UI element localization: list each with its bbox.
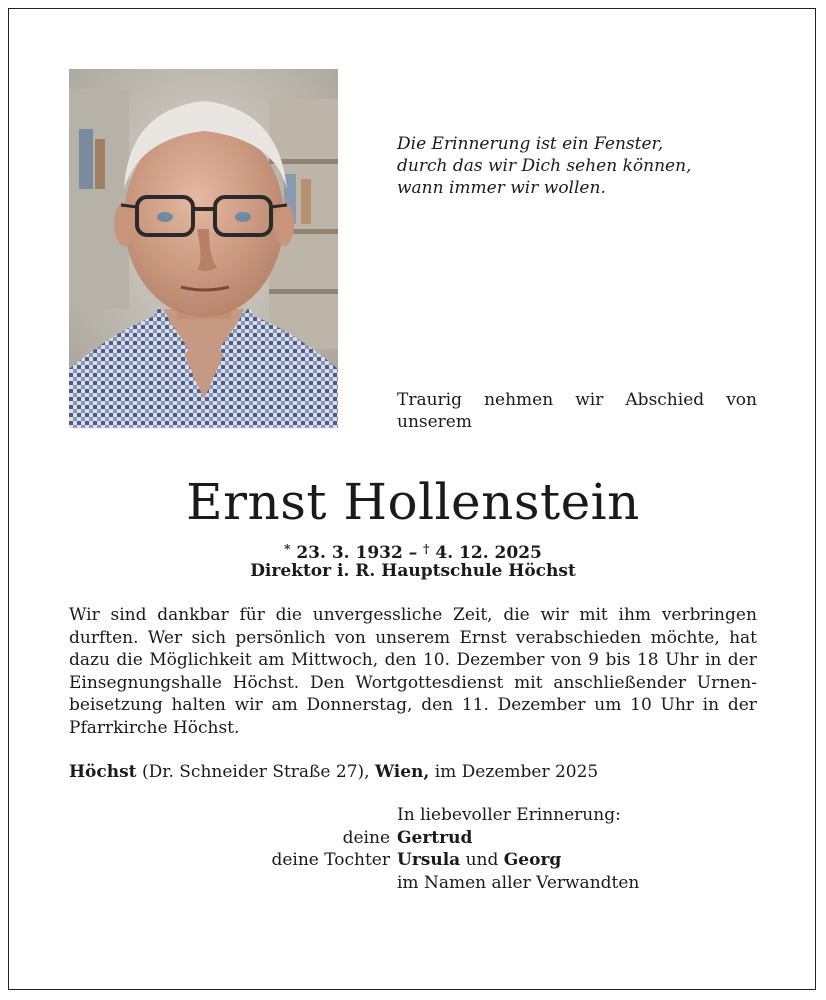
text-word: verabschieden bbox=[515, 627, 642, 648]
text-word: Einsegnungshalle bbox=[69, 672, 222, 693]
text-word: am bbox=[258, 650, 285, 670]
text-word: dankbar bbox=[157, 605, 229, 625]
mourner-name: Georg bbox=[503, 850, 562, 870]
intro-word: Abschied bbox=[625, 390, 705, 410]
text-line bbox=[69, 672, 757, 695]
text-word: wir bbox=[234, 695, 263, 715]
text-word: Uhr bbox=[660, 695, 694, 715]
text-word: 9 bbox=[588, 650, 599, 670]
relation-label: deine Tochter bbox=[271, 850, 390, 870]
text-word: Wir bbox=[69, 605, 100, 625]
text-word: halten bbox=[171, 695, 226, 715]
text-word: von bbox=[335, 627, 366, 648]
text-word: 10 bbox=[630, 695, 652, 715]
intro-word: Traurig bbox=[397, 390, 462, 410]
deceased-title: Direktor i. R. Hauptschule Höchst bbox=[250, 561, 576, 581]
memorial-quote bbox=[397, 133, 777, 199]
text-word: um bbox=[594, 695, 622, 715]
text-word: Donnerstag, bbox=[306, 695, 413, 715]
text-word: möchte, bbox=[650, 627, 720, 648]
text-word: der bbox=[727, 695, 757, 715]
text-word: die bbox=[116, 650, 143, 670]
mourner-name: Gertrud bbox=[397, 827, 473, 848]
text-word: mit bbox=[514, 672, 543, 693]
farewell-intro bbox=[397, 389, 757, 433]
intro-word: wir bbox=[575, 390, 604, 410]
place-address: (Dr. Schneider Straße 27), bbox=[136, 762, 375, 782]
text-word: 10. bbox=[422, 650, 451, 670]
signature-closing: im Namen aller Verwandten bbox=[397, 872, 640, 893]
text-word: in bbox=[702, 695, 720, 715]
text-line bbox=[69, 694, 757, 717]
text-word: unvergessliche bbox=[312, 605, 443, 625]
text-word: die bbox=[503, 605, 530, 625]
place-date-line bbox=[69, 761, 598, 783]
text-word: Wer bbox=[147, 627, 183, 648]
text-word: die bbox=[275, 605, 302, 625]
text-line bbox=[69, 604, 757, 627]
text-word: ihm bbox=[618, 605, 652, 625]
text-word: am bbox=[271, 695, 298, 715]
place-date: im Dezember 2025 bbox=[429, 762, 599, 782]
text-word: Zeit, bbox=[453, 605, 493, 625]
text-word: der bbox=[727, 650, 757, 670]
signature-block bbox=[0, 804, 826, 894]
mourner-name: Ursula bbox=[397, 850, 461, 870]
text-word: durften. bbox=[69, 627, 139, 648]
text-word: sich bbox=[191, 627, 227, 648]
death-symbol: † bbox=[423, 542, 430, 556]
text-line bbox=[69, 649, 757, 672]
text-word: 11. bbox=[461, 695, 489, 715]
text-word: Möglichkeit bbox=[149, 650, 252, 670]
text-word: anschließender bbox=[553, 672, 686, 693]
text-word: bis bbox=[605, 650, 631, 670]
text-word: unserem bbox=[375, 627, 451, 648]
text-word: den bbox=[384, 650, 417, 670]
text-word: wir bbox=[540, 605, 569, 625]
deceased-name: Ernst Hollenstein bbox=[186, 473, 640, 531]
text-word: Pfarrkirche Höchst. bbox=[69, 717, 240, 738]
text-word: den bbox=[421, 695, 454, 715]
signature-heading: In liebevoller Erinnerung: bbox=[397, 805, 621, 825]
text-line bbox=[69, 717, 757, 740]
text-word: verbringen bbox=[661, 605, 757, 625]
text-word: Urnen- bbox=[696, 672, 757, 693]
text-word: Ernst bbox=[459, 627, 507, 648]
text-word: Mittwoch, bbox=[290, 650, 379, 670]
announcement-text bbox=[69, 604, 757, 739]
text-word: Dezember bbox=[456, 650, 545, 670]
text-word: von bbox=[550, 650, 582, 670]
intro-word: nehmen bbox=[484, 390, 554, 410]
text-word: beisetzung bbox=[69, 695, 163, 715]
text-word: für bbox=[239, 605, 265, 625]
text-word: hat bbox=[729, 627, 757, 648]
place-city: Wien, bbox=[374, 762, 430, 782]
text-word: in bbox=[704, 650, 722, 670]
death-date: 4. 12. 2025 bbox=[435, 543, 542, 563]
intro-line: unserem bbox=[397, 412, 472, 432]
text-word: mit bbox=[579, 605, 608, 625]
text-word: 18 bbox=[636, 650, 659, 670]
text-word: Höchst. bbox=[232, 672, 300, 693]
quote-line: Die Erinnerung ist ein Fenster, bbox=[397, 134, 664, 154]
conjunction: und bbox=[460, 850, 504, 870]
text-word: Wortgottesdienst bbox=[355, 672, 504, 693]
birth-symbol: * bbox=[284, 542, 291, 556]
text-line bbox=[69, 627, 757, 650]
text-word: Dezember bbox=[497, 695, 586, 715]
quote-line: wann immer wir wollen. bbox=[397, 178, 606, 198]
place-city: Höchst bbox=[69, 762, 137, 782]
text-word: dazu bbox=[69, 650, 110, 670]
text-word: persönlich bbox=[235, 627, 326, 648]
relation-label: deine bbox=[342, 827, 390, 848]
portrait-photo bbox=[69, 69, 338, 428]
date-dash: – bbox=[408, 543, 418, 563]
intro-line bbox=[397, 389, 757, 411]
text-word: Uhr bbox=[665, 650, 699, 670]
text-word: sind bbox=[110, 605, 147, 625]
intro-word: von bbox=[726, 390, 757, 410]
quote-line: durch das wir Dich sehen können, bbox=[397, 156, 692, 176]
birth-date: 23. 3. 1932 bbox=[296, 543, 403, 563]
text-word: Den bbox=[310, 672, 345, 693]
